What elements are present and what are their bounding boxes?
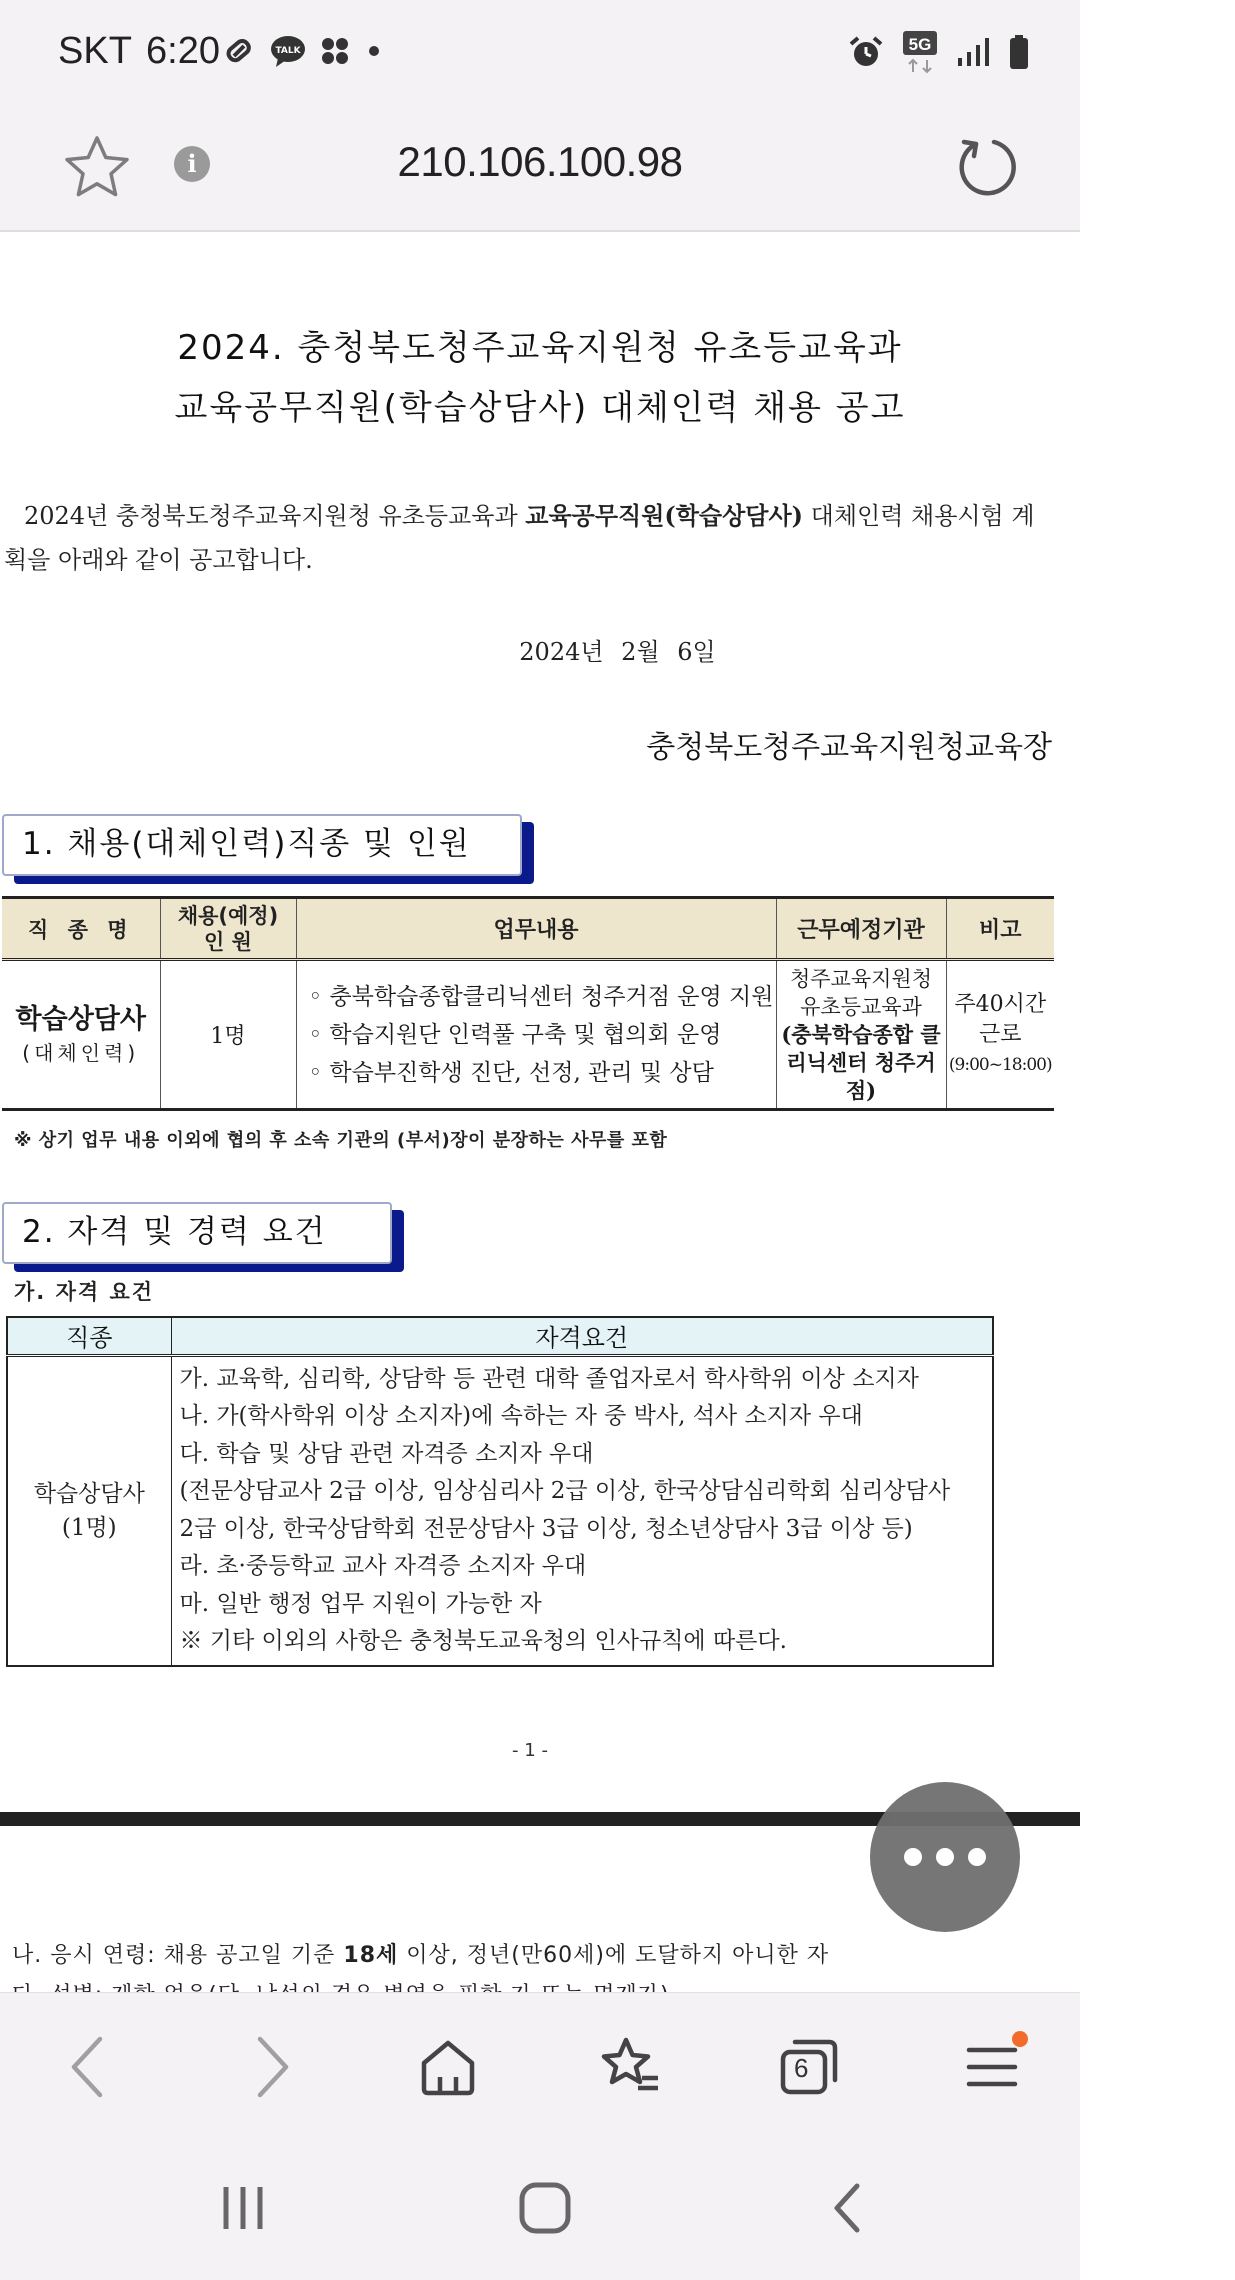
- forward-button[interactable]: [234, 2029, 310, 2105]
- intro-paragraph: [4, 494, 1054, 582]
- url-text[interactable]: 210.106.100.98: [397, 138, 683, 185]
- more-options-fab[interactable]: [870, 1782, 1020, 1932]
- org-bold: (충북학습종합 클리닉센터 청주거점): [781, 1021, 941, 1103]
- org-line: 청주교육지원청: [789, 966, 932, 991]
- signal-icon: [956, 36, 990, 68]
- table-header-row: [2, 898, 1054, 960]
- job-count: (1명): [61, 1514, 117, 1541]
- section2-heading: 2. 자격 및 경력 요건: [2, 1202, 392, 1264]
- page2-line: [12, 1936, 829, 1976]
- age-text-bold: 18세: [343, 1943, 399, 1968]
- web-content[interactable]: [0, 232, 1080, 1992]
- duty-item: ◦ 학습부진학생 진단, 선정, 관리 및 상담: [308, 1059, 714, 1086]
- chevron-left-icon: [68, 2035, 108, 2099]
- intro-text-post: 대체인력 채용시험 계획을 아래와 같이 공고합니다.: [4, 502, 1035, 574]
- status-bar: [0, 0, 1080, 108]
- job-name: 학습상담사: [33, 1480, 145, 1507]
- talk-icon: [270, 34, 306, 68]
- apps-icon: [320, 36, 350, 66]
- link-icon: [222, 34, 256, 68]
- col-header-requirements: 자격요건: [171, 1317, 993, 1355]
- back-nav-button[interactable]: [812, 2178, 882, 2238]
- requirement-item: 마. 일반 행정 업무 지원이 가능한 자: [179, 1590, 542, 1617]
- reload-button[interactable]: [954, 134, 1020, 200]
- clock: 6:20: [146, 30, 220, 72]
- star-list-icon: [598, 2036, 662, 2098]
- col-header-count: 채용(예정) 인 원: [160, 898, 296, 960]
- duty-item: ◦ 학습지원단 인력풀 구축 및 협의회 운영: [308, 1021, 722, 1048]
- doc-title-line1: 2024. 충청북도청주교육지원청 유초등교육과: [177, 328, 903, 368]
- requirement-item: 2급 이상, 한국상담학회 전문상담사 3급 이상, 청소년상담사 3급 이상 등): [179, 1515, 913, 1542]
- tab-count: 6: [794, 2053, 809, 2083]
- job-cell: [2, 960, 160, 1110]
- back-button[interactable]: [50, 2029, 126, 2105]
- home-square-icon: [517, 2180, 573, 2236]
- org-line: 유초등교육과: [800, 994, 922, 1019]
- network-label: 5G: [908, 35, 932, 54]
- carrier-label: SKT: [58, 30, 132, 72]
- duties-cell: [296, 960, 776, 1110]
- col-header-duties: 업무내용: [296, 898, 776, 960]
- tabs-button[interactable]: [772, 2029, 848, 2105]
- notification-badge: [1012, 2031, 1028, 2047]
- job-name: 학습상담사: [15, 1004, 146, 1035]
- requirement-item: 라. 초·중등학교 교사 자격증 소지자 우대: [179, 1553, 587, 1579]
- svg-text:TALK: TALK: [275, 46, 301, 56]
- col-header-note: 비고: [946, 898, 1054, 960]
- notification-icons: [222, 34, 384, 68]
- alarm-icon: [848, 34, 884, 70]
- note-line: 근로: [978, 1021, 1022, 1047]
- age-text-post: 이상, 정년(만60세)에 도달하지 아니한 자: [398, 1943, 830, 1968]
- 5g-icon: [902, 30, 938, 74]
- reload-icon: [954, 134, 1020, 200]
- requirement-item: 다. 학습 및 상담 관련 자격증 소지자 우대: [179, 1440, 594, 1467]
- doc-title-line2: 교육공무직원(학습상담사) 대체인력 채용 공고: [174, 388, 906, 428]
- requirements-cell: [171, 1355, 993, 1666]
- address-bar: [0, 108, 1080, 232]
- qualification-table: [6, 1316, 994, 1667]
- signer: 충청북도청주교육지원청교육장: [646, 730, 1052, 765]
- home-button[interactable]: [410, 2029, 486, 2105]
- org-cell: [776, 960, 946, 1110]
- dot-icon: [364, 41, 384, 61]
- intro-text-bold: 교육공무직원(학습상담사): [525, 501, 804, 530]
- home-icon: [418, 2037, 478, 2097]
- tabs-icon: [779, 2036, 841, 2098]
- browser-toolbar: [0, 1992, 1080, 2138]
- hamburger-icon: [965, 2042, 1019, 2092]
- recents-icon: [218, 2183, 268, 2233]
- job-cell: [7, 1355, 171, 1666]
- job-subtitle: (대체인력): [22, 1041, 140, 1065]
- count-cell: 1명: [160, 960, 296, 1110]
- requirement-item: 나. 가(학사학위 이상 소지자)에 속하는 자 중 박사, 석사 소지자 우대: [179, 1403, 863, 1429]
- chevron-right-icon: [252, 2035, 292, 2099]
- table-header-row: [7, 1317, 993, 1355]
- note-cell: [946, 960, 1054, 1110]
- recents-button[interactable]: [208, 2178, 278, 2238]
- requirement-item: (전문상담교사 2급 이상, 임상심리사 2급 이상, 한국상담심리학회 심리상담사: [179, 1478, 951, 1504]
- table-footnote: ※ 상기 업무 내용 이외에 협의 후 소속 기관의 (부서)장이 분장하는 사무를 포함: [14, 1130, 668, 1151]
- note-hours: (9:00~18:00): [948, 1054, 1052, 1075]
- dot-icon: [904, 1848, 922, 1866]
- announcement-date: 2024년 2월 6일: [519, 638, 716, 666]
- system-icons: [848, 30, 1030, 74]
- col-header-job: 직종: [7, 1317, 171, 1355]
- page-number: - 1 -: [512, 1740, 548, 1761]
- table-row: [7, 1355, 993, 1666]
- section1-heading: 1. 채용(대체인력)직종 및 인원: [2, 814, 522, 876]
- intro-text-pre: 2024년 충청북도청주교육지원청 유초등교육과: [24, 502, 526, 530]
- subsection-heading: 가. 자격 요건: [14, 1280, 155, 1304]
- age-text-pre: 나. 응시 연령: 채용 공고일 기준: [12, 1943, 344, 1968]
- col-header-job: 직 종 명: [2, 898, 160, 960]
- dot-icon: [936, 1848, 954, 1866]
- dot-icon: [968, 1848, 986, 1866]
- col-header-org: 근무예정기관: [776, 898, 946, 960]
- recruitment-table: [2, 896, 1054, 1111]
- home-nav-button[interactable]: [510, 2178, 580, 2238]
- bookmarks-button[interactable]: [592, 2029, 668, 2105]
- menu-button[interactable]: [954, 2029, 1030, 2105]
- battery-icon: [1008, 34, 1030, 70]
- note-line: 주40시간: [954, 991, 1047, 1017]
- requirement-item: 가. 교육학, 심리학, 상담학 등 관련 대학 졸업자로서 학사학위 이상 소지자: [179, 1365, 919, 1392]
- site-info-button[interactable]: i: [174, 146, 210, 182]
- system-navigation-bar: [0, 2138, 1080, 2280]
- duty-item: ◦ 충북학습종합클리닉센터 청주거점 운영 지원: [308, 983, 774, 1010]
- back-chevron-icon: [827, 2180, 867, 2236]
- table-row: [2, 960, 1054, 1110]
- requirement-item: ※ 기타 이외의 사항은 충청북도교육청의 인사규칙에 따른다.: [179, 1628, 787, 1654]
